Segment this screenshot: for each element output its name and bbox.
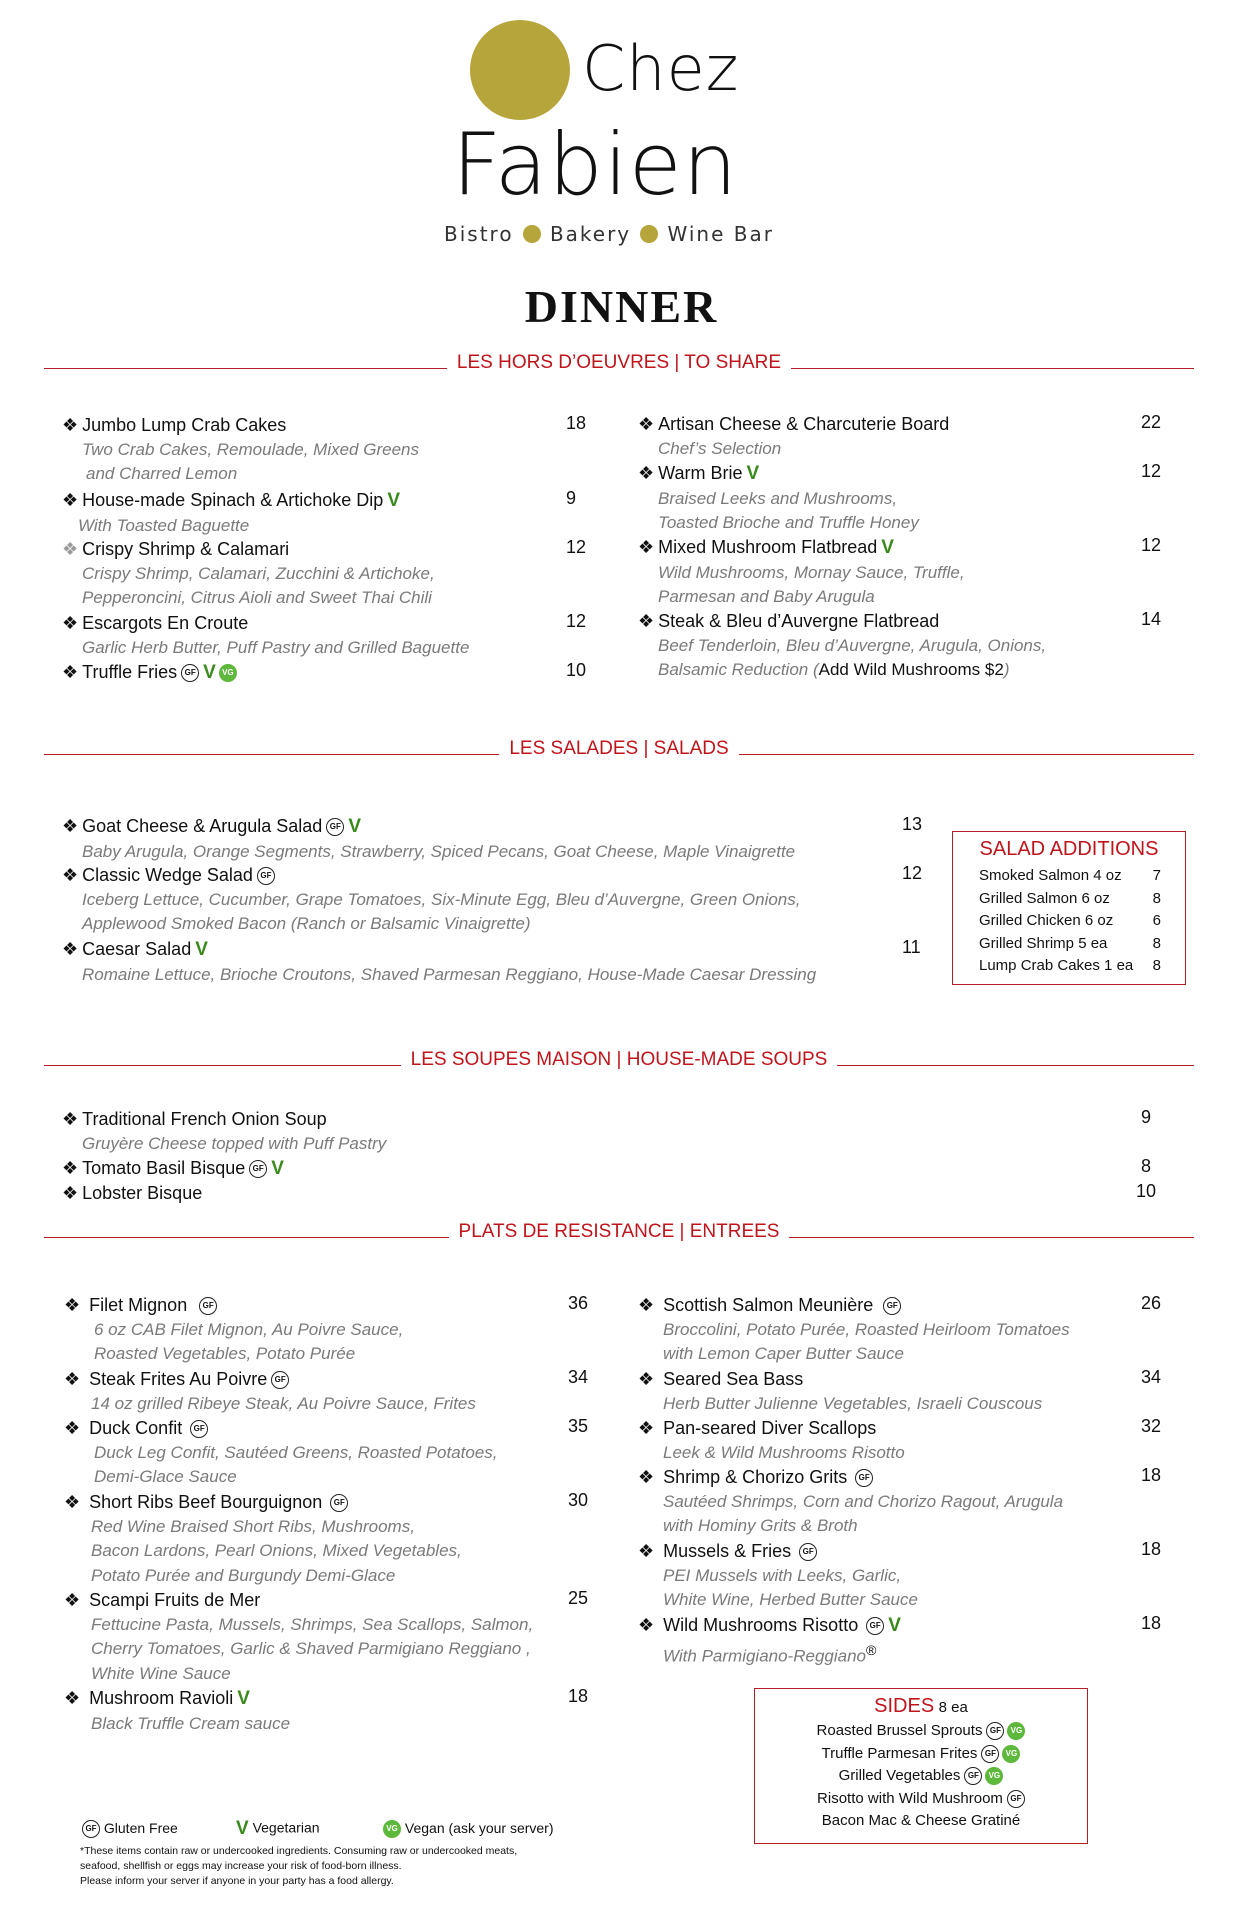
item-price: 9 <box>566 488 577 508</box>
item-name: Steak & Bleu d’Auvergne Flatbread <box>658 611 940 631</box>
item-name: Mixed Mushroom Flatbread <box>658 537 878 557</box>
brand-name-fabien: Fabien <box>452 115 739 215</box>
item-name: Duck Confit <box>89 1418 183 1438</box>
tagline-bakery: Bakery <box>549 222 632 246</box>
item-description: Roasted Vegetables, Potato Purée <box>94 1344 356 1364</box>
vegetarian-icon: V <box>237 1687 250 1709</box>
menu-item: ❖ Truffle Fries GF V VG <box>62 660 237 686</box>
item-description: Two Crab Cakes, Remoulade, Mixed Greens <box>82 439 419 459</box>
item-name: Truffle Fries <box>82 662 178 682</box>
item-price: 12 <box>566 537 587 557</box>
addition-row: Grilled Chicken 6 oz 6 <box>979 912 1161 929</box>
item-description: Demi-Glace Sauce <box>94 1467 237 1487</box>
item-price: 36 <box>568 1293 589 1313</box>
item-description: Beef Tenderloin, Bleu d’Auvergne, Arugula, Onions, <box>658 635 1047 655</box>
item-name: Crispy Shrimp & Calamari <box>82 539 290 559</box>
item-description: Gruyère Cheese topped with Puff Pastry <box>82 1133 387 1153</box>
item-name: Scampi Fruits de Mer <box>89 1590 261 1610</box>
addition-row: Lump Crab Cakes 1 ea 8 <box>979 957 1161 974</box>
item-price: 11 <box>902 937 921 957</box>
side-item: Grilled Vegetables GF VG <box>755 1765 1087 1788</box>
side-item: Risotto with Wild Mushroom GF <box>755 1788 1087 1811</box>
menu-item: ❖ Mixed Mushroom Flatbread V Wild Mushrooms, Mornay Sauce, Truffle, Parmesan and Baby Arugula <box>638 535 965 610</box>
item-price: 12 <box>902 863 923 883</box>
item-price: 26 <box>1141 1293 1162 1313</box>
addition-row: Grilled Salmon 6 oz 8 <box>979 889 1161 907</box>
item-description: With Toasted Baguette <box>78 515 250 535</box>
vegetarian-icon: V <box>348 815 361 837</box>
item-description: Toasted Brioche and Truffle Honey <box>658 513 919 533</box>
sides-title: SIDES <box>874 1695 935 1717</box>
vegetarian-icon: V <box>195 938 208 960</box>
item-description: Potato Purée and Burgundy Demi-Glace <box>91 1565 396 1585</box>
vegetarian-icon: V <box>881 536 894 558</box>
menu-item: ❖ Shrimp & Chorizo Grits GF Sautéed Shrimps, Corn and Chorizo Ragout, Arugula with Hominy Grits & Broth <box>638 1465 1063 1539</box>
menu-item: ❖ Jumbo Lump Crab Cakes Two Crab Cakes, Remoulade, Mixed Greens and Charred Lemon <box>62 413 419 487</box>
vegetarian-icon: V <box>236 1818 249 1839</box>
tagline-wine-bar: Wine Bar <box>667 222 774 246</box>
tagline-bistro: Bistro <box>444 222 514 246</box>
item-name: Filet Mignon <box>89 1295 188 1315</box>
item-description: Leek & Wild Mushrooms Risotto <box>663 1442 905 1462</box>
item-name: Tomato Basil Bisque <box>82 1158 246 1178</box>
item-name: Jumbo Lump Crab Cakes <box>82 415 287 435</box>
item-description: 6 oz CAB Filet Mignon, Au Poivre Sauce, <box>94 1319 404 1339</box>
item-price: 30 <box>568 1490 589 1510</box>
wheat-icon <box>523 225 541 243</box>
menu-item: ❖ Warm Brie V Braised Leeks and Mushrooms, Toasted Brioche and Truffle Honey <box>638 461 919 536</box>
vegan-icon: VG <box>219 664 237 682</box>
menu-item: ❖ Wild Mushrooms Risotto GF V With Parmigiano-Reggiano® <box>638 1613 901 1669</box>
gluten-free-icon: GF <box>866 1617 884 1635</box>
item-name: Pan-seared Diver Scallops <box>663 1418 877 1438</box>
salad-additions-box <box>952 831 1186 985</box>
item-description: Parmesan and Baby Arugula <box>658 587 875 607</box>
item-description: Red Wine Braised Short Ribs, Mushrooms, <box>91 1516 415 1536</box>
menu-item: ❖ Short Ribs Beef Bourguignon GF Red Wine Braised Short Ribs, Mushrooms, Bacon Lardons, Pearl Onions, Mixed Vegetables, Potato Purée and Burgundy Demi-Glace <box>64 1490 462 1588</box>
menu-item: ❖ Crispy Shrimp & Calamari Crispy Shrimp, Calamari, Zucchini & Artichoke, Pepperoncini, Citrus Aioli and Sweet Thai Chili <box>62 537 435 611</box>
item-description: Pepperoncini, Citrus Aioli and Sweet Thai Chili <box>82 588 432 608</box>
section-salads <box>44 738 1194 768</box>
item-price: 18 <box>568 1686 589 1706</box>
item-price: 18 <box>1141 1539 1162 1559</box>
item-name: Scottish Salmon Meunière <box>663 1295 874 1315</box>
sides-price: 8 ea <box>938 1699 968 1716</box>
item-name: Wild Mushrooms Risotto <box>663 1615 859 1635</box>
gluten-free-icon: GF <box>190 1420 208 1438</box>
gluten-free-icon: GF <box>1007 1790 1025 1808</box>
item-description: Broccolini, Potato Purée, Roasted Heirloom Tomatoes <box>663 1319 1070 1339</box>
item-description: Applewood Smoked Bacon (Ranch or Balsamic Vinaigrette) <box>82 914 531 934</box>
item-price: 14 <box>1141 609 1162 629</box>
item-description-tail: Balsamic Reduction (Add Wild Mushrooms $2) <box>658 660 1010 680</box>
item-description: with Lemon Caper Butter Sauce <box>663 1344 904 1364</box>
item-description: Chef’s Selection <box>658 438 782 458</box>
menu-item: ❖ Steak & Bleu d’Auvergne Flatbread Beef Tenderloin, Bleu d’Auvergne, Arugula, Onions, Balsamic Reduction (Add Wild Mushrooms $2) <box>638 609 1046 683</box>
menu-item: ❖ House-made Spinach & Artichoke Dip V With Toasted Baguette <box>62 488 400 538</box>
section-entrees <box>44 1221 1194 1251</box>
item-description: Garlic Herb Butter, Puff Pastry and Grilled Baguette <box>82 637 470 657</box>
side-item: Roasted Brussel Sprouts GF VG <box>755 1720 1087 1743</box>
menu-item: ❖ Traditional French Onion Soup Gruyère Cheese topped with Puff Pastry <box>62 1107 386 1156</box>
menu-item: ❖ Lobster Bisque <box>62 1183 203 1203</box>
item-description: Duck Leg Confit, Sautéed Greens, Roasted Potatoes, <box>94 1442 498 1462</box>
vegan-icon: VG <box>985 1767 1003 1785</box>
item-name: Steak Frites Au Poivre <box>89 1369 268 1389</box>
addition-row: Grilled Shrimp 5 ea 8 <box>979 934 1161 952</box>
item-price: 18 <box>1141 1613 1162 1633</box>
item-description: With Parmigiano-Reggiano® <box>663 1642 877 1666</box>
item-name: House-made Spinach & Artichoke Dip <box>82 490 384 510</box>
item-name: Traditional French Onion Soup <box>82 1109 327 1129</box>
menu-item: ❖ Filet Mignon GF 6 oz CAB Filet Mignon, Au Poivre Sauce, Roasted Vegetables, Potato Purée <box>64 1293 403 1367</box>
side-item: Truffle Parmesan Frites GF VG <box>755 1743 1087 1766</box>
item-description: Fettucine Pasta, Mussels, Shrimps, Sea Scallops, Salmon, <box>91 1614 534 1634</box>
section-title: LES SALADES | SALADS <box>499 738 738 759</box>
item-price: 12 <box>1141 535 1162 555</box>
item-description: 14 oz grilled Ribeye Steak, Au Poivre Sauce, Frites <box>91 1393 476 1413</box>
gluten-free-icon: GF <box>181 664 199 682</box>
wheat-icon <box>640 225 658 243</box>
menu-item: ❖ Mussels & Fries GF PEI Mussels with Leeks, Garlic, White Wine, Herbed Butter Sauce <box>638 1539 918 1613</box>
section-hors-doeuvres <box>44 352 1194 382</box>
tagline <box>444 222 774 246</box>
menu-item: ❖ Escargots En Croute Garlic Herb Butter, Puff Pastry and Grilled Baguette <box>62 611 469 660</box>
legend-vegan: VG Vegan (ask your server) <box>380 1820 554 1838</box>
menu-item: ❖ Caesar Salad V Romaine Lettuce, Brioche Croutons, Shaved Parmesan Reggiano, House-Made Caesar Dressing <box>62 937 816 987</box>
vegetarian-icon: V <box>203 661 216 683</box>
menu-item: ❖ Duck Confit GF Duck Leg Confit, Sautéed Greens, Roasted Potatoes, Demi-Glace Sauce <box>64 1416 498 1490</box>
gluten-free-icon: GF <box>799 1543 817 1561</box>
vegetarian-icon: V <box>746 462 760 484</box>
gluten-free-icon: GF <box>981 1745 999 1763</box>
item-description: Braised Leeks and Mushrooms, <box>658 488 898 508</box>
registered-mark: ® <box>866 1642 877 1659</box>
section-title: PLATS DE RESISTANCE | ENTREES <box>449 1221 790 1242</box>
item-description: Cherry Tomatoes, Garlic & Shaved Parmigiano Reggiano , <box>91 1639 531 1659</box>
item-description: Sautéed Shrimps, Corn and Chorizo Ragout, Arugula <box>663 1491 1064 1511</box>
item-description: Baby Arugula, Orange Segments, Strawberry, Spiced Pecans, Goat Cheese, Maple Vinaigrette <box>82 841 796 861</box>
sides-box <box>754 1688 1088 1844</box>
side-item: Bacon Mac & Cheese Gratiné <box>821 1812 1021 1829</box>
item-name: Mussels & Fries <box>663 1541 792 1561</box>
menu-item: ❖ Scampi Fruits de Mer Fettucine Pasta, Mussels, Shrimps, Sea Scallops, Salmon, Cherry Tomatoes, Garlic & Shaved Parmigiano Reggiano , White Wine Sauce <box>64 1588 533 1686</box>
item-description: Black Truffle Cream sauce <box>91 1713 291 1733</box>
item-description: PEI Mussels with Leeks, Garlic, <box>663 1565 902 1585</box>
gluten-free-icon: GF <box>964 1767 982 1785</box>
item-price: 10 <box>1136 1181 1157 1201</box>
item-description: with Hominy Grits & Broth <box>663 1516 858 1536</box>
vegetarian-icon: V <box>387 489 400 511</box>
item-name: Warm Brie <box>658 463 743 483</box>
vegan-icon: VG <box>1002 1745 1020 1763</box>
gluten-free-icon: GF <box>199 1297 217 1315</box>
section-title: LES HORS D’OEUVRES | TO SHARE <box>447 352 791 373</box>
item-price: 9 <box>1141 1107 1152 1127</box>
vegan-icon: VG <box>1007 1722 1025 1740</box>
menu-item: ❖ Seared Sea Bass Herb Butter Julienne Vegetables, Israeli Couscous <box>638 1367 1042 1416</box>
add-mushrooms-note: Add Wild Mushrooms $2 <box>818 660 1004 680</box>
salad-additions-title: SALAD ADDITIONS <box>979 838 1159 860</box>
item-name: Artisan Cheese & Charcuterie Board <box>658 414 950 434</box>
item-price: 12 <box>1141 461 1162 481</box>
item-price: 18 <box>566 413 587 433</box>
legend-gluten-free: GF Gluten Free <box>82 1820 178 1838</box>
section-title: LES SOUPES MAISON | HOUSE-MADE SOUPS <box>401 1049 838 1070</box>
item-name: Escargots En Croute <box>82 613 249 633</box>
item-price: 12 <box>566 611 587 631</box>
menu-item: ❖ Goat Cheese & Arugula Salad GF V Baby Arugula, Orange Segments, Strawberry, Spiced Pecans, Goat Cheese, Maple Vinaigrette <box>62 814 795 864</box>
item-name: Short Ribs Beef Bourguignon <box>89 1492 323 1512</box>
item-description: Bacon Lardons, Pearl Onions, Mixed Vegetables, <box>91 1541 462 1561</box>
allergy-disclaimer: *These items contain raw or undercooked ingredients. Consuming raw or undercooked meats, seafood, shellfish or eggs may increase your risk of food-born illness. Please inform your server if anyone in your party has a food allergy. <box>80 1845 518 1887</box>
item-price: 22 <box>1141 412 1162 432</box>
item-price: 32 <box>1141 1416 1162 1436</box>
item-description: Crispy Shrimp, Calamari, Zucchini & Artichoke, <box>82 563 435 583</box>
gluten-free-icon: GF <box>271 1371 289 1389</box>
gluten-free-icon: GF <box>330 1494 348 1512</box>
section-soups <box>44 1049 1194 1079</box>
item-name: Classic Wedge Salad <box>82 865 253 885</box>
item-description: White Wine, Herbed Butter Sauce <box>663 1590 918 1610</box>
wheat-logo-icon <box>470 20 570 120</box>
item-name: Shrimp & Chorizo Grits <box>663 1467 848 1487</box>
brand-name-chez: Chez <box>582 32 740 105</box>
item-name: Caesar Salad <box>82 939 192 959</box>
item-description: and Charred Lemon <box>86 464 238 484</box>
item-price: 8 <box>1141 1156 1152 1176</box>
gluten-free-icon: GF <box>326 818 344 836</box>
gluten-free-icon: GF <box>986 1722 1004 1740</box>
gluten-free-icon: GF <box>883 1297 901 1315</box>
item-name: Seared Sea Bass <box>663 1369 804 1389</box>
menu-item: ❖ Pan-seared Diver Scallops Leek & Wild Mushrooms Risotto <box>638 1416 905 1465</box>
menu-item: ❖ Mushroom Ravioli V Black Truffle Cream sauce <box>64 1686 290 1736</box>
item-price: 34 <box>1141 1367 1162 1387</box>
addition-row: Smoked Salmon 4 oz 7 <box>979 867 1161 884</box>
item-name: Mushroom Ravioli <box>89 1688 234 1708</box>
menu-item: ❖ Scottish Salmon Meunière GF Broccolini, Potato Purée, Roasted Heirloom Tomatoes with Lemon Caper Butter Sauce <box>638 1293 1070 1367</box>
gluten-free-icon: GF <box>257 867 275 885</box>
legend-vegetarian: V Vegetarian <box>236 1818 320 1839</box>
vegetarian-icon: V <box>271 1157 284 1179</box>
vegetarian-icon: V <box>888 1614 901 1636</box>
item-description: Wild Mushrooms, Mornay Sauce, Truffle, <box>658 562 965 582</box>
item-price: 35 <box>568 1416 589 1436</box>
menu-item: ❖ Steak Frites Au Poivre GF 14 oz grilled Ribeye Steak, Au Poivre Sauce, Frites <box>64 1367 476 1416</box>
menu-title: DINNER <box>524 281 719 332</box>
item-description: Romaine Lettuce, Brioche Croutons, Shaved Parmesan Reggiano, House-Made Caesar Dressing <box>82 964 817 984</box>
item-description: Iceberg Lettuce, Cucumber, Grape Tomatoes, Six-Minute Egg, Bleu d’Auvergne, Green Onions, <box>82 889 801 909</box>
item-price: 18 <box>1141 1465 1162 1485</box>
item-description: Herb Butter Julienne Vegetables, Israeli Couscous <box>663 1393 1043 1413</box>
item-description: White Wine Sauce <box>91 1663 231 1683</box>
item-price: 34 <box>568 1367 589 1387</box>
item-price: 10 <box>566 660 587 680</box>
vegan-icon: VG <box>383 1820 401 1838</box>
item-name: Lobster Bisque <box>82 1183 203 1203</box>
menu-item: ❖ Tomato Basil Bisque GF V <box>62 1156 284 1182</box>
item-price: 25 <box>568 1588 589 1608</box>
item-price: 13 <box>902 814 923 834</box>
menu-item: ❖ Classic Wedge Salad GF Iceberg Lettuce, Cucumber, Grape Tomatoes, Six-Minute Egg, Bleu d’Auvergne, Green Onions, Applewood Smoked Bacon (Ranch or Balsamic Vinaigrette) <box>62 863 800 937</box>
gluten-free-icon: GF <box>82 1820 100 1838</box>
item-name: Goat Cheese & Arugula Salad <box>82 816 323 836</box>
gluten-free-icon: GF <box>855 1469 873 1487</box>
menu-item: ❖ Artisan Cheese & Charcuterie Board Chef’s Selection <box>638 412 949 461</box>
gluten-free-icon: GF <box>249 1160 267 1178</box>
